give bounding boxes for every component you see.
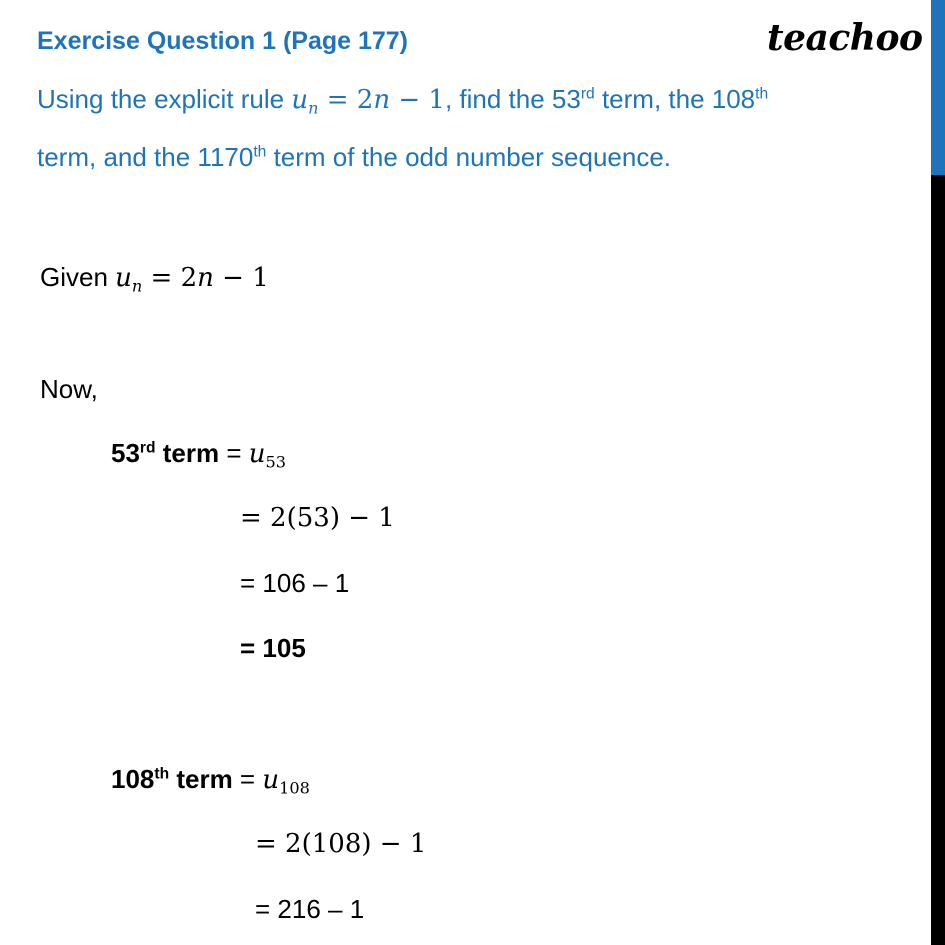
now-label: Now, [40,374,98,404]
question-text: term of the odd number sequence. [266,142,672,172]
question-text: term, and the 1170 [37,142,254,172]
term-number: 108 [111,764,155,794]
page-title: Exercise Question 1 (Page 177) [37,27,409,55]
given-label: Given [40,262,116,292]
superscript: th [253,143,267,161]
formula [262,765,310,798]
term-108-heading [111,764,310,798]
term-53-step-1: = 2(53) − 1 [240,503,395,533]
formula [115,263,269,296]
term-108-step-1: = 2(108) − 1 [255,829,427,859]
eq-tail: − 1 [390,85,445,115]
question-line-1 [37,84,768,118]
eq-rhs: = 2 [318,85,374,115]
question-text: term, the 108 [594,84,756,114]
question-line-2 [37,142,671,173]
superscript: rd [139,439,156,457]
term-number: 53 [111,438,140,468]
eq-tail: − 1 [213,263,269,293]
formula [248,439,286,472]
teachoo-logo: teachoo [767,17,923,59]
var-u: u [248,439,266,469]
var-n: n [197,263,214,293]
superscript: th [154,765,170,783]
eq-rhs: = 2 [142,263,198,293]
given-line [40,262,269,296]
sub-n: n [131,276,143,296]
question-text: Using the explicit rule [37,84,292,114]
question-text: , find the 53 [444,84,581,114]
var-u: u [291,85,309,115]
var-n: n [373,85,391,115]
term-53-step-2: = 106 – 1 [240,568,350,598]
equals-sign: = [232,764,263,794]
term-word: term [155,438,220,468]
sub-53: 53 [265,452,286,472]
var-u: u [262,765,280,795]
sub-108: 108 [279,778,310,798]
term-53-result: = 105 [240,633,306,663]
equals-sign: = [219,438,249,468]
var-u: u [115,263,132,293]
term-53-heading [111,438,286,472]
sub-n: n [308,98,319,118]
sidebar-accent-bar [931,0,945,175]
superscript: th [755,85,769,103]
term-word: term [169,764,233,794]
formula [291,85,445,118]
term-108-step-2: = 216 – 1 [255,894,365,924]
superscript: rd [580,85,595,103]
sidebar-dark-bar [931,175,945,945]
